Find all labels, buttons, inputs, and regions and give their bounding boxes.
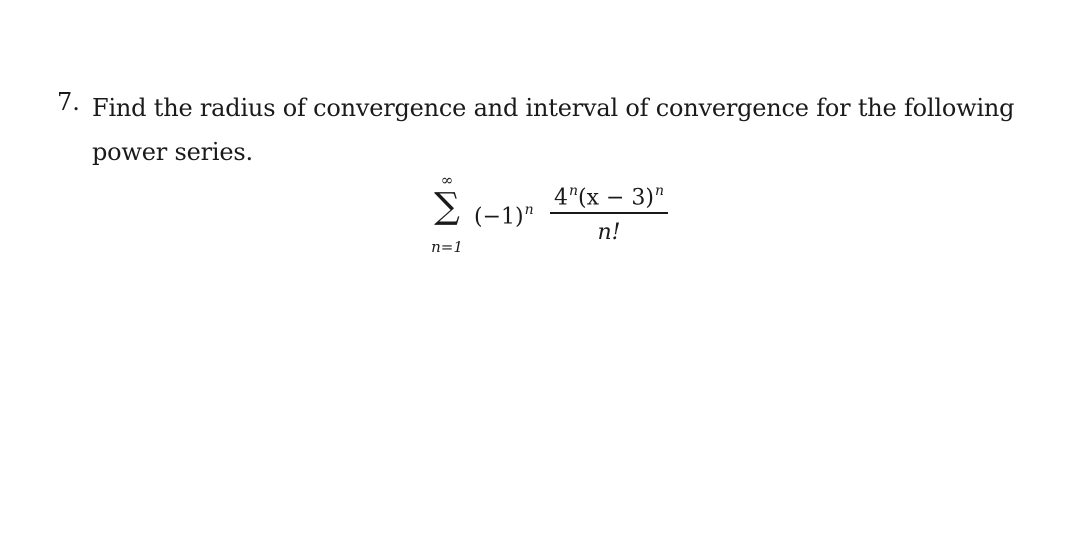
numerator-base: 4	[553, 185, 568, 211]
summation-lower-limit: n=1	[431, 238, 463, 256]
numerator-expression: (x − 3)	[578, 185, 654, 211]
problem-number: 7.	[57, 88, 80, 116]
numerator-exponent-2: n	[655, 183, 665, 199]
sign-factor-exponent: n	[524, 202, 534, 218]
fraction-numerator	[550, 178, 668, 212]
summation-upper-limit: ∞	[440, 171, 454, 189]
sign-factor-base: (−1)	[474, 204, 524, 230]
summation-symbol: ∑	[434, 186, 460, 227]
fraction-bar	[550, 212, 668, 214]
series-fraction	[550, 178, 668, 250]
summation	[422, 172, 472, 267]
fraction-denominator: n!	[597, 220, 621, 245]
problem-statement: Find the radius of convergence and interval of convergence for the following power series.	[92, 94, 1015, 166]
power-series-formula	[422, 172, 702, 267]
numerator-exponent-1: n	[568, 183, 578, 199]
alternating-sign-factor	[474, 196, 534, 232]
